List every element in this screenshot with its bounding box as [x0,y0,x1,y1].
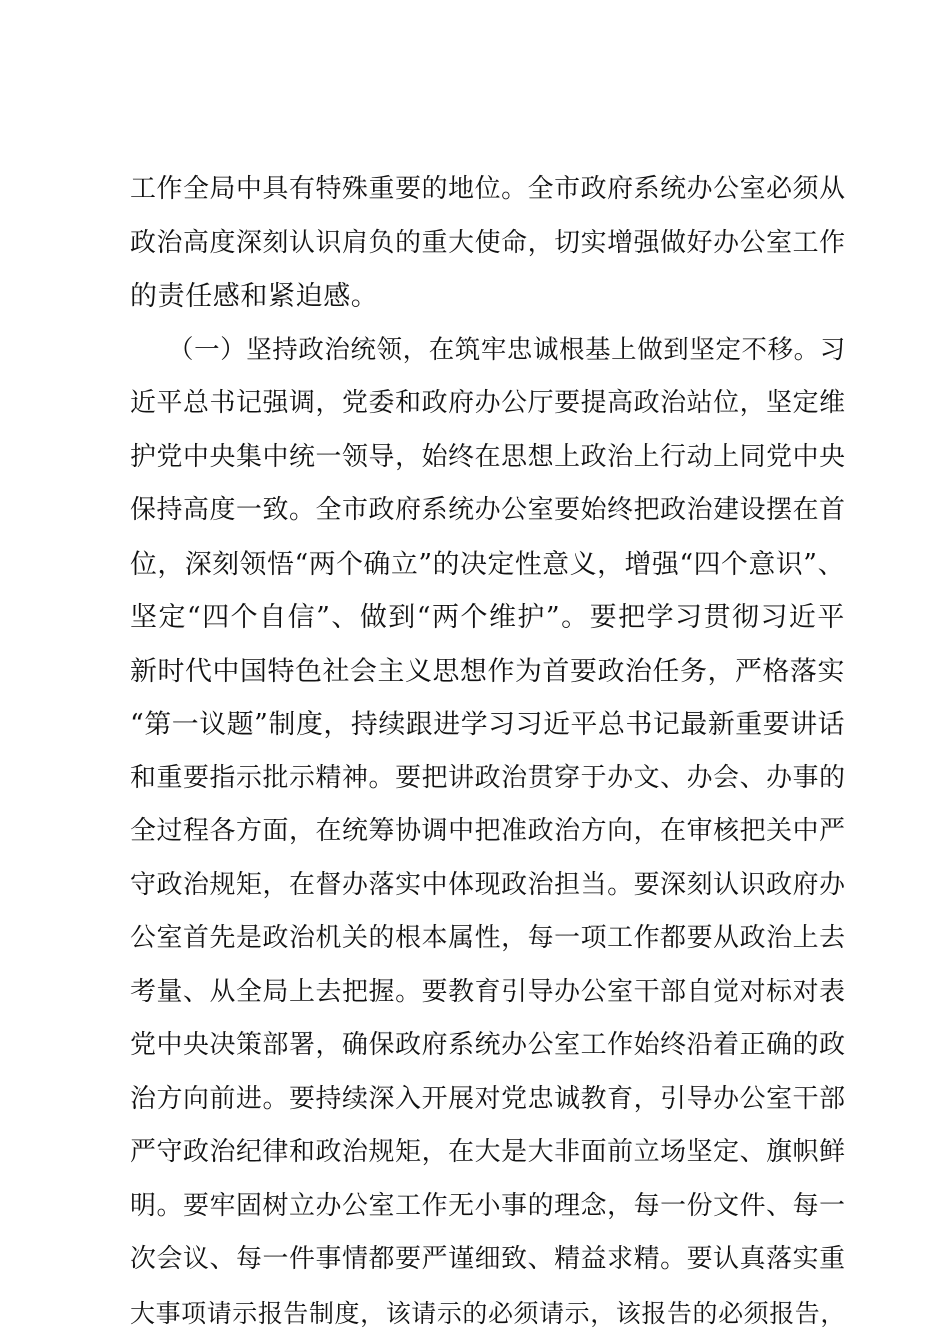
text-line: 党中央决策部署，确保政府系统办公室工作始终沿着正确的政 [130,1030,846,1060]
text-line: 公室首先是政治机关的根本属性，每一项工作都要从政治上去 [130,923,846,953]
text-line: 坚定“四个自信”、做到“两个维护”。要把学习贯彻习近平 [130,602,845,633]
text-line: 次会议、每一件事情都要严谨细致、精益求精。要认真落实重 [130,1244,846,1274]
text-line: 明。要牢固树立办公室工作无小事的理念，每一份文件、每一 [130,1190,846,1221]
section-heading-line: （一）坚持政治统领，在筑牢忠诚根基上做到坚定不移。习 [168,334,846,365]
text-line: 和重要指示批示精神。要把讲政治贯穿于办文、办会、办事的 [130,762,846,793]
text-line: 的责任感和紧迫感。 [130,281,379,312]
text-line: 政治高度深刻认识肩负的重大使命，切实增强做好办公室工作 [130,227,846,258]
text-line: 治方向前进。要持续深入开展对党忠诚教育，引导办公室干部 [130,1083,846,1114]
text-line: “第一议题”制度，持续跟进学习习近平总书记最新重要讲话 [130,709,846,740]
text-line: 严守政治纪律和政治规矩，在大是大非面前立场坚定、旗帜鲜 [130,1137,846,1167]
text-line: 位，深刻领悟“两个确立”的决定性意义，增强“四个意识”、 [130,548,845,580]
text-line: 守政治规矩，在督办落实中体现政治担当。要深刻认识政府办 [130,869,846,900]
text-line: 工作全局中具有特殊重要的地位。全市政府系统办公室必须从 [130,174,846,204]
text-line: 考量、从全局上去把握。要教育引导办公室干部自觉对标对表 [130,976,846,1007]
text-line: 大事项请示报告制度，该请示的必须请示，该报告的必须报告， [130,1298,846,1328]
body-text [130,163,845,1340]
text-line: 近平总书记强调，党委和政府办公厅要提高政治站位，坚定维 [130,388,846,418]
text-line: 护党中央集中统一领导，始终在思想上政治上行动上同党中央 [130,441,846,472]
text-line: 保持高度一致。全市政府系统办公室要始终把政治建设摆在首 [130,495,846,525]
text-line: 全过程各方面，在统筹协调中把准政治方向，在审核把关中严 [130,816,846,846]
text-line: 新时代中国特色社会主义思想作为首要政治任务，严格落实 [130,655,845,687]
